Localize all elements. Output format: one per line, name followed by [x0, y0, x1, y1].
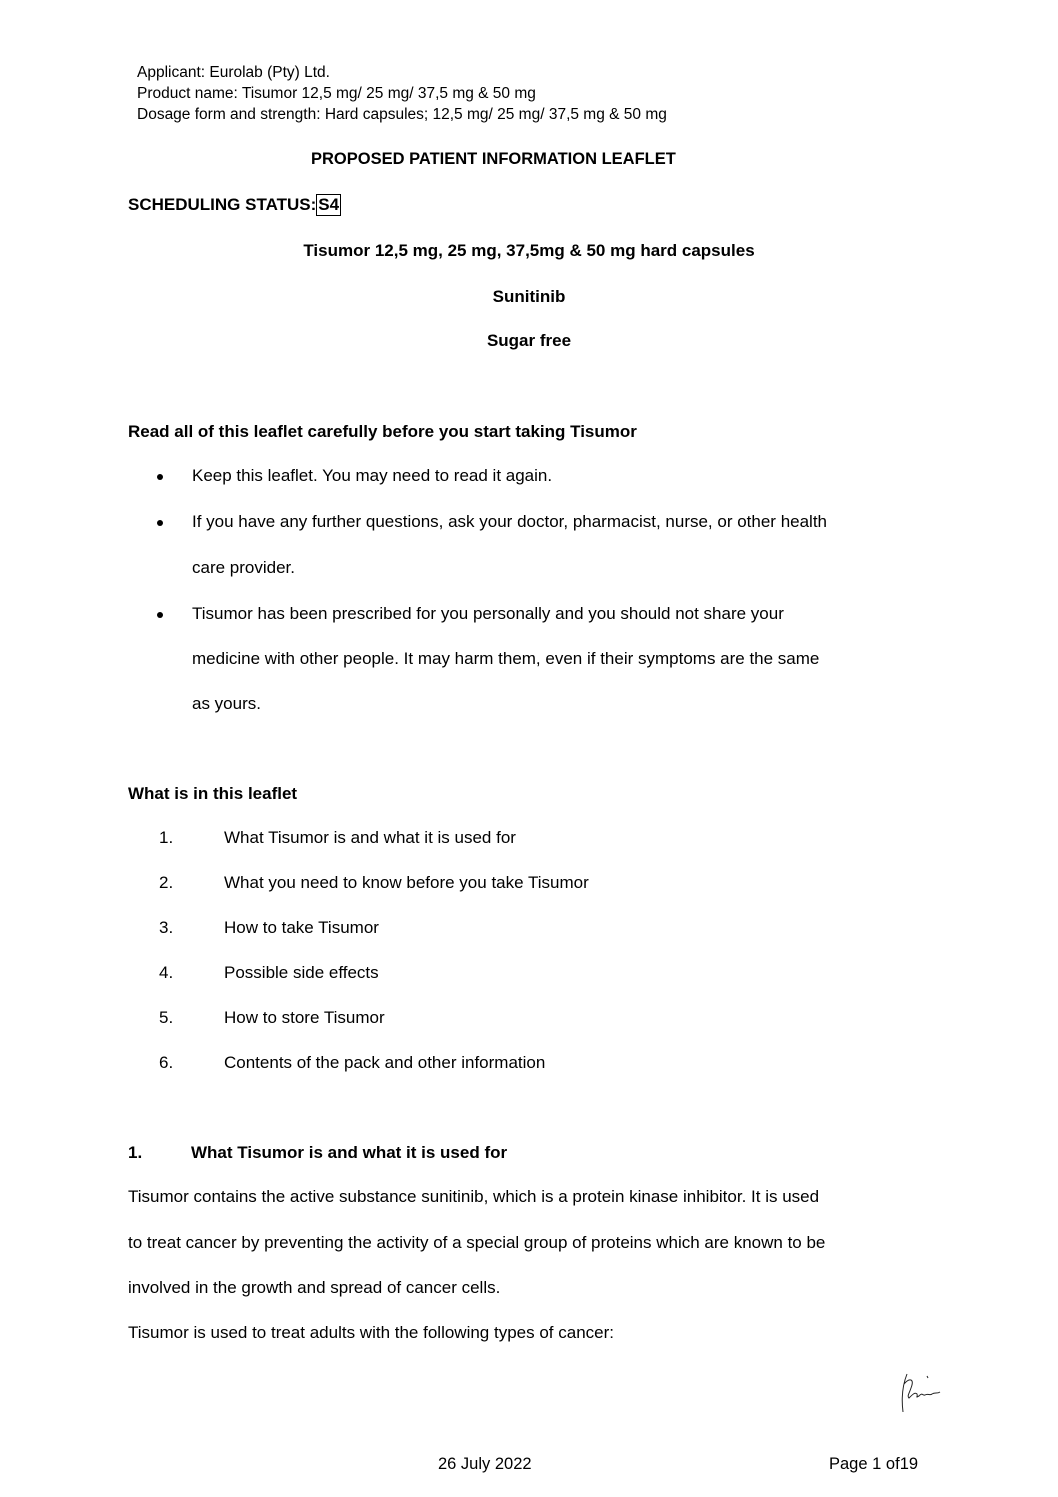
leaflet-title: PROPOSED PATIENT INFORMATION LEAFLET: [311, 150, 676, 168]
applicant-line: Applicant: Eurolab (Pty) Ltd.: [137, 64, 330, 81]
scheduling-status-badge: S4: [318, 195, 340, 214]
bullet-1-line-1: Keep this leaflet. You may need to read it again.: [192, 466, 553, 485]
contents-item-1-number: 1.: [159, 828, 174, 847]
contents-item-5-number: 5.: [159, 1008, 174, 1027]
contents-item-5-text: How to store Tisumor: [224, 1008, 385, 1027]
sugar-free-note: Sugar free: [486, 331, 572, 350]
section-1-number: 1.: [128, 1143, 143, 1162]
contents-item-4-text: Possible side effects: [224, 963, 379, 982]
contents-item-6-text: Contents of the pack and other information: [224, 1053, 546, 1072]
page-of: of: [885, 1455, 900, 1473]
dosage-form-line: Dosage form and strength: Hard capsules; 12,5 mg/ 25 mg/ 37,5 mg & 50 mg: [137, 106, 667, 123]
bullet-icon: [157, 612, 163, 618]
bullet-3-line-2: medicine with other people. It may harm them, even if their symptoms are the same: [192, 649, 820, 668]
contents-item-3-number: 3.: [159, 918, 174, 937]
contents-item-1-text: What Tisumor is and what it is used for: [224, 828, 516, 847]
bullet-3-line-1: Tisumor has been prescribed for you personally and you should not share your: [192, 604, 784, 623]
contents-item-6-number: 6.: [159, 1053, 174, 1072]
page-current: 1: [872, 1455, 882, 1473]
bullet-icon: [157, 474, 163, 480]
bullet-icon: [157, 520, 163, 526]
read-leaflet-heading: Read all of this leaflet carefully before you start taking Tisumor: [128, 422, 637, 441]
bullet-2-line-2: care provider.: [192, 558, 295, 577]
signature-icon: [885, 1372, 955, 1422]
contents-item-2-number: 2.: [159, 873, 174, 892]
scheduling-status: [128, 194, 341, 216]
bullet-3-line-3: as yours.: [192, 694, 261, 713]
product-name-line: Product name: Tisumor 12,5 mg/ 25 mg/ 37,5 mg & 50 mg: [137, 85, 536, 102]
contents-item-3-text: How to take Tisumor: [224, 918, 379, 937]
active-substance: Sunitinib: [492, 287, 566, 306]
section-1-heading: What Tisumor is and what it is used for: [191, 1143, 508, 1162]
scheduling-status-label: SCHEDULING STATUS:: [128, 195, 317, 214]
contents-heading: What is in this leaflet: [128, 784, 298, 803]
section-1-paragraph-line-3: involved in the growth and spread of cancer cells.: [128, 1278, 501, 1297]
page-total: 19: [899, 1455, 919, 1473]
section-1-followup: Tisumor is used to treat adults with the following types of cancer:: [128, 1323, 614, 1342]
section-1-paragraph-line-1: Tisumor contains the active substance sunitinib, which is a protein kinase inhibitor. It is used: [128, 1187, 820, 1206]
section-1-paragraph-line-2: to treat cancer by preventing the activity of a special group of proteins which are known to be: [128, 1233, 826, 1252]
bullet-2-line-1: If you have any further questions, ask your doctor, pharmacist, nurse, or other health: [192, 512, 828, 531]
product-title: Tisumor 12,5 mg, 25 mg, 37,5mg & 50 mg hard capsules: [303, 241, 755, 260]
contents-item-4-number: 4.: [159, 963, 174, 982]
page-number: [829, 1455, 918, 1474]
footer-date: 26 July 2022: [438, 1455, 532, 1473]
contents-item-2-text: What you need to know before you take Tisumor: [224, 873, 589, 892]
page-word: Page: [829, 1455, 868, 1473]
